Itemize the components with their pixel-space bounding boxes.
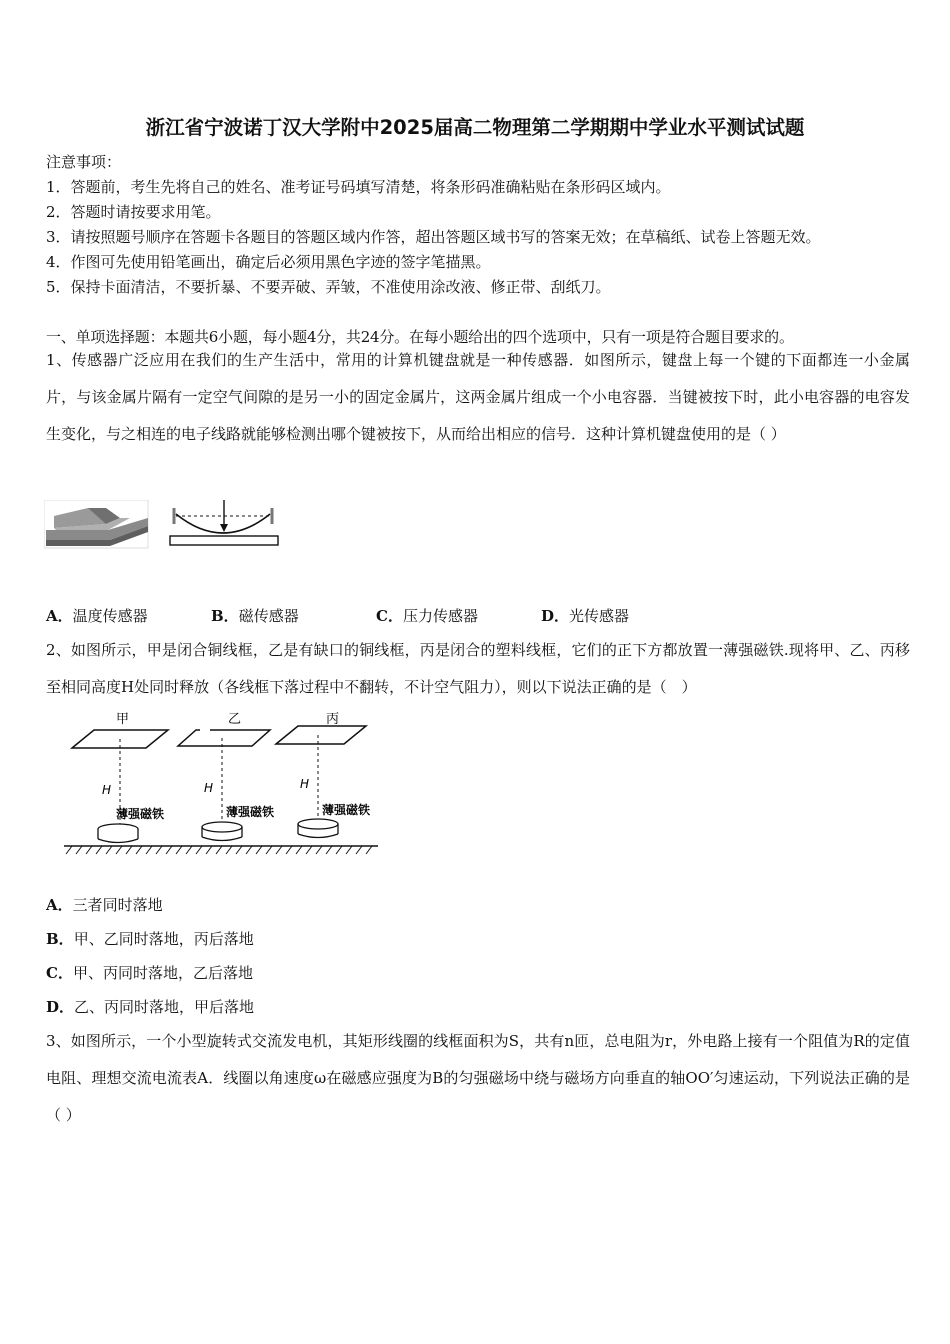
notice-item-5: 5．保持卡面清洁，不要折暴、不要弄破、弄皱，不准使用涂改液、修正带、刮纸刀。	[46, 278, 611, 296]
section-heading: 一、单项选择题：本题共6小题，每小题4分，共24分。在每小题给出的四个选项中，只有一项是符合题目要求的。	[46, 328, 794, 346]
q1-option-d[interactable]: D．光传感器	[541, 607, 630, 625]
frame-yi	[178, 712, 274, 841]
notice-item-2: 2．答题时请按要求用笔。	[46, 203, 221, 221]
q2-option-a[interactable]: A．三者同时落地	[46, 896, 163, 914]
notice-item-1: 1．答题前，考生先将自己的姓名、准考证号码填写清楚，将条形码准确粘贴在条形码区域内。	[46, 178, 671, 196]
exam-title: 浙江省宁波诺丁汉大学附中2025届高二物理第二学期期中学业水平测试试题	[145, 116, 805, 139]
key-3d-picture	[44, 500, 148, 548]
frame-jia	[72, 712, 168, 843]
svg-text:甲: 甲	[116, 712, 130, 727]
svg-text:薄强磁铁: 薄强磁铁	[322, 803, 371, 817]
q2-option-c[interactable]: C．甲、丙同时落地，乙后落地	[46, 964, 253, 982]
svg-text:薄强磁铁: 薄强磁铁	[116, 807, 165, 821]
notice-heading: 注意事项：	[46, 153, 122, 171]
notice-item-3: 3．请按照题号顺序在答题卡各题目的答题区域内作答，超出答题区域书写的答案无效；在草稿纸、试卷上答题无效。	[46, 228, 821, 246]
frame-bing	[276, 712, 370, 838]
question-3-text: 3、如图所示，一个小型旋转式交流发电机，其矩形线圈的线框面积为S，共有n匝，总电阻为r，外电路上接有一个阻值为R的定值电阻、理想交流电流表A．线圈以角速度ω在磁感应强度为B的匀强磁场中绕与磁场方向垂直的轴OO′匀速运动，下列说法正确的是（ ）	[46, 1032, 910, 1124]
keyboard-key-figure	[44, 500, 284, 552]
svg-text:H: H	[300, 777, 310, 791]
svg-text:H: H	[102, 783, 112, 797]
q1-option-b[interactable]: B．磁传感器	[211, 607, 299, 625]
q1-option-c[interactable]: C．压力传感器	[376, 607, 478, 625]
svg-text:丙: 丙	[326, 712, 340, 727]
notice-item-4: 4．作图可先使用铅笔画出，确定后必须用黑色字迹的签字笔描黑。	[46, 253, 491, 271]
q2-option-b[interactable]: B．甲、乙同时落地，丙后落地	[46, 930, 254, 948]
svg-text:乙: 乙	[228, 712, 242, 727]
q1-option-a[interactable]: A．温度传感器	[46, 607, 148, 625]
falling-frames-figure	[60, 708, 390, 860]
question-2-text: 2、如图所示，甲是闭合铜线框，乙是有缺口的铜线框，丙是闭合的塑料线框，它们的正下方都放置一薄强磁铁.现将甲、乙、丙移至相同高度H处同时释放（各线框下落过程中不翻转，不计空气阻力），则以下说法正确的是（ ）	[46, 641, 910, 696]
svg-text:薄强磁铁: 薄强磁铁	[226, 805, 275, 819]
q2-option-d[interactable]: D．乙、丙同时落地，甲后落地	[46, 998, 255, 1016]
question-1-text: 1、传感器广泛应用在我们的生产生活中，常用的计算机键盘就是一种传感器．如图所示，键盘上每一个键的下面都连一小金属片，与该金属片隔有一定空气间隙的是另一小的固定金属片，这两金属片组成一个小电容器．当键被按下时，此小电容器的电容发生变化，与之相连的电子线路就能够检测出哪个键被按下，从而给出相应的信号．这种计算机键盘使用的是（ ）	[46, 351, 910, 443]
svg-text:H: H	[204, 781, 214, 795]
ground-hatching	[64, 846, 378, 854]
key-capacitor-schematic	[170, 500, 278, 545]
